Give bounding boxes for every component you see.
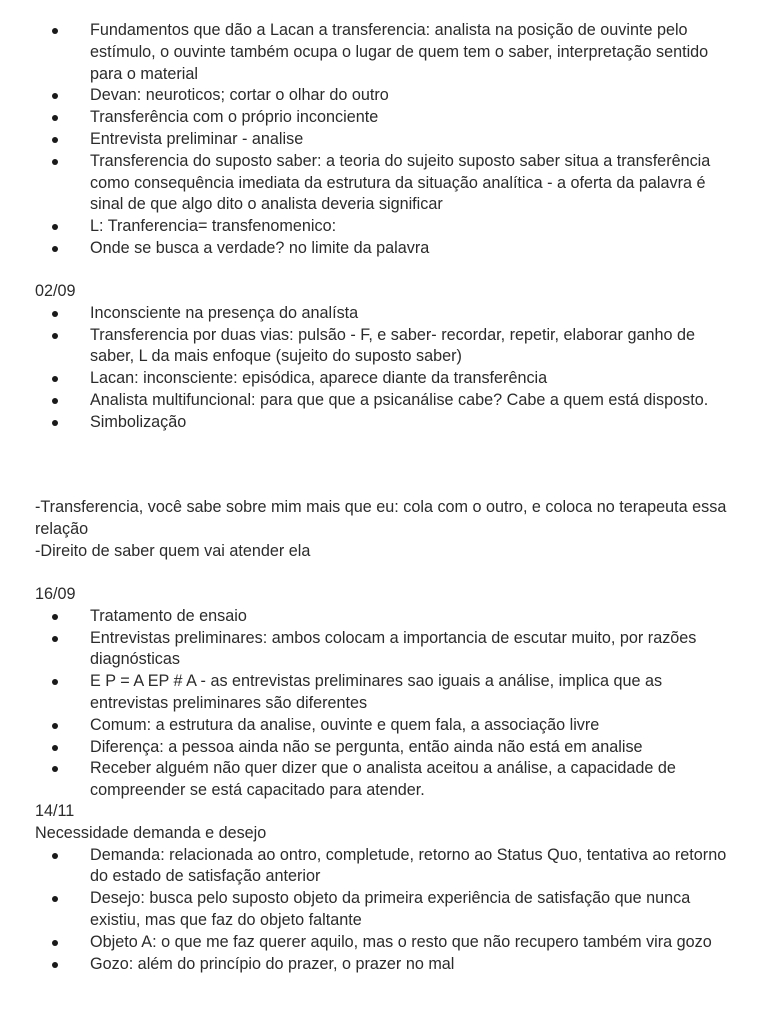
bullet-list [0, 845, 768, 976]
bullet-list [0, 20, 768, 260]
bullet-icon [52, 614, 58, 620]
bullet-icon [52, 311, 58, 317]
bullet-icon [52, 420, 58, 426]
list-item: Transferencia por duas vias: pulsão - F, e saber- recordar, repetir, elaborar ganho de saber, L da mais enfoque (sujeito do suposto saber) [0, 325, 768, 369]
list-item: Devan: neuroticos; cortar o olhar do outro [0, 85, 768, 107]
list-item: Onde se busca a verdade? no limite da palavra [0, 238, 768, 260]
bullet-icon [52, 246, 58, 252]
list-item: Analista multifuncional: para que que a psicanálise cabe? Cabe a quem está disposto. [0, 390, 768, 412]
bullet-icon [52, 723, 58, 729]
list-item: Lacan: inconsciente: episódica, aparece diante da transferência [0, 368, 768, 390]
section-1411 [0, 801, 768, 975]
list-item: Demanda: relacionada ao ontro, completude, retorno ao Status Quo, tentativa ao retorno do estado de satisfação anterior [0, 845, 768, 889]
list-item: Diferença: a pessoa ainda não se pergunta, então ainda não está em analise [0, 737, 768, 759]
note-line: -Direito de saber quem vai atender ela [35, 541, 311, 560]
list-item: Entrevista preliminar - analise [0, 129, 768, 151]
bullet-icon [52, 636, 58, 642]
section-1609 [0, 584, 768, 802]
bullet-icon [52, 115, 58, 121]
bullet-icon [52, 93, 58, 99]
list-item: L: Tranferencia= transfenomenico: [0, 216, 768, 238]
section-intro [0, 20, 768, 260]
bullet-icon [52, 745, 58, 751]
bullet-list [0, 303, 768, 434]
list-item: Inconsciente na presença do analísta [0, 303, 768, 325]
section-subtitle: Necessidade demanda e desejo [35, 823, 267, 842]
bullet-icon [52, 896, 58, 902]
bullet-icon [52, 28, 58, 34]
bullet-icon [52, 853, 58, 859]
bullet-icon [52, 376, 58, 382]
notes-block [0, 497, 768, 562]
section-0209 [0, 281, 768, 434]
bullet-icon [52, 398, 58, 404]
list-item: Transferencia do suposto saber: a teoria do sujeito suposto saber situa a transferência como consequência imediata da estrutura da situação analítica - a oferta da palavra é sinal de que algo dito o analista deveria significar [0, 151, 768, 216]
bullet-icon [52, 962, 58, 968]
bullet-icon [52, 333, 58, 339]
section-date: 14/11 [35, 802, 75, 820]
bullet-list [0, 606, 768, 802]
list-item: Entrevistas preliminares: ambos colocam a importancia de escutar muito, por razões diagnósticas [0, 628, 768, 672]
section-date: 02/09 [35, 282, 76, 300]
bullet-icon [52, 940, 58, 946]
list-item: Comum: a estrutura da analise, ouvinte e quem fala, a associação livre [0, 715, 768, 737]
bullet-icon [52, 137, 58, 143]
list-item: Transferência com o próprio inconciente [0, 107, 768, 129]
list-item: Receber alguém não quer dizer que o analista aceitou a análise, a capacidade de compreender se está capacitado para atender. [0, 758, 768, 802]
list-item: Simbolização [0, 412, 768, 434]
list-item: Desejo: busca pelo suposto objeto da primeira experiência de satisfação que nunca existiu, mas que faz do objeto faltante [0, 888, 768, 932]
bullet-icon [52, 159, 58, 165]
bullet-icon [52, 224, 58, 230]
bullet-icon [52, 766, 58, 772]
list-item: Gozo: além do princípio do prazer, o prazer no mal [0, 954, 768, 976]
list-item: E P = A EP # A - as entrevistas preliminares sao iguais a análise, implica que as entrevistas preliminares são diferentes [0, 671, 768, 715]
list-item: Fundamentos que dão a Lacan a transferencia: analista na posição de ouvinte pelo estímulo, o ouvinte também ocupa o lugar de quem tem o saber, interpretação sentido para o material [0, 20, 768, 85]
list-item: Tratamento de ensaio [0, 606, 768, 628]
list-item: Objeto A: o que me faz querer aquilo, mas o resto que não recupero também vira gozo [0, 932, 768, 954]
bullet-icon [52, 679, 58, 685]
section-date: 16/09 [35, 585, 76, 603]
note-line: -Transferencia, você sabe sobre mim mais que eu: cola com o outro, e coloca no terapeuta essa relação [35, 498, 727, 538]
